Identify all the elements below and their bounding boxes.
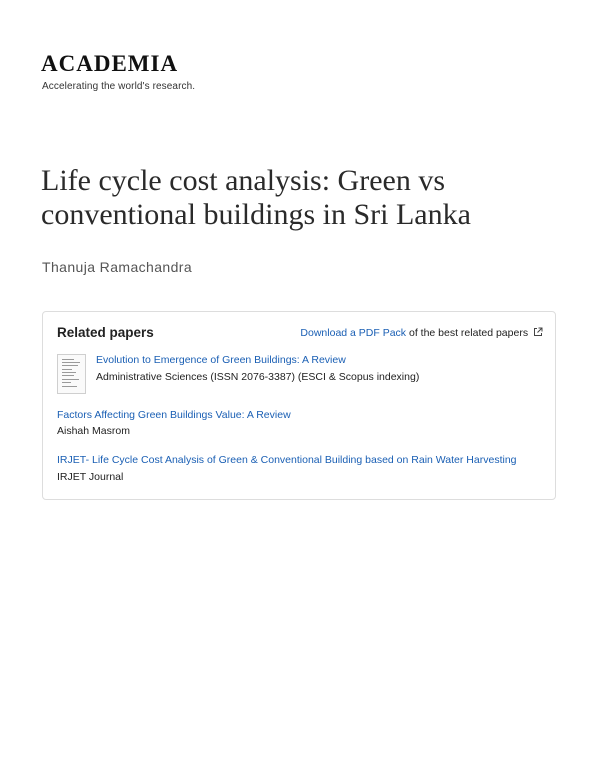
related-paper-source: Administrative Sciences (ISSN 2076-3387) (ESCI & Scopus indexing) (96, 371, 420, 383)
pdf-pack-line (300, 327, 543, 339)
related-papers-heading: Related papers (57, 325, 154, 340)
academia-logo[interactable]: ACADEMIA (41, 51, 179, 76)
paper-thumbnail[interactable] (57, 354, 86, 394)
related-paper-source: IRJET Journal (57, 471, 124, 483)
download-pdf-pack-link[interactable]: Download a PDF Pack (300, 327, 407, 339)
paper-author[interactable]: Thanuja Ramachandra (42, 259, 193, 275)
related-papers-panel (42, 311, 556, 500)
related-paper-title[interactable]: IRJET- Life Cycle Cost Analysis of Green & Conventional Building based on Rain Water Harvesting (57, 454, 517, 466)
tagline: Accelerating the world's research. (42, 81, 196, 92)
external-link-icon[interactable] (533, 327, 543, 337)
related-paper-title[interactable]: Evolution to Emergence of Green Buildings: A Review (96, 354, 346, 366)
related-paper-source: Aishah Masrom (57, 425, 130, 437)
download-pdf-pack-suffix: of the best related papers (408, 327, 529, 339)
paper-title: Life cycle cost analysis: Green vs conventional buildings in Sri Lanka (41, 164, 471, 231)
related-paper-title[interactable]: Factors Affecting Green Buildings Value: A Review (57, 409, 291, 421)
